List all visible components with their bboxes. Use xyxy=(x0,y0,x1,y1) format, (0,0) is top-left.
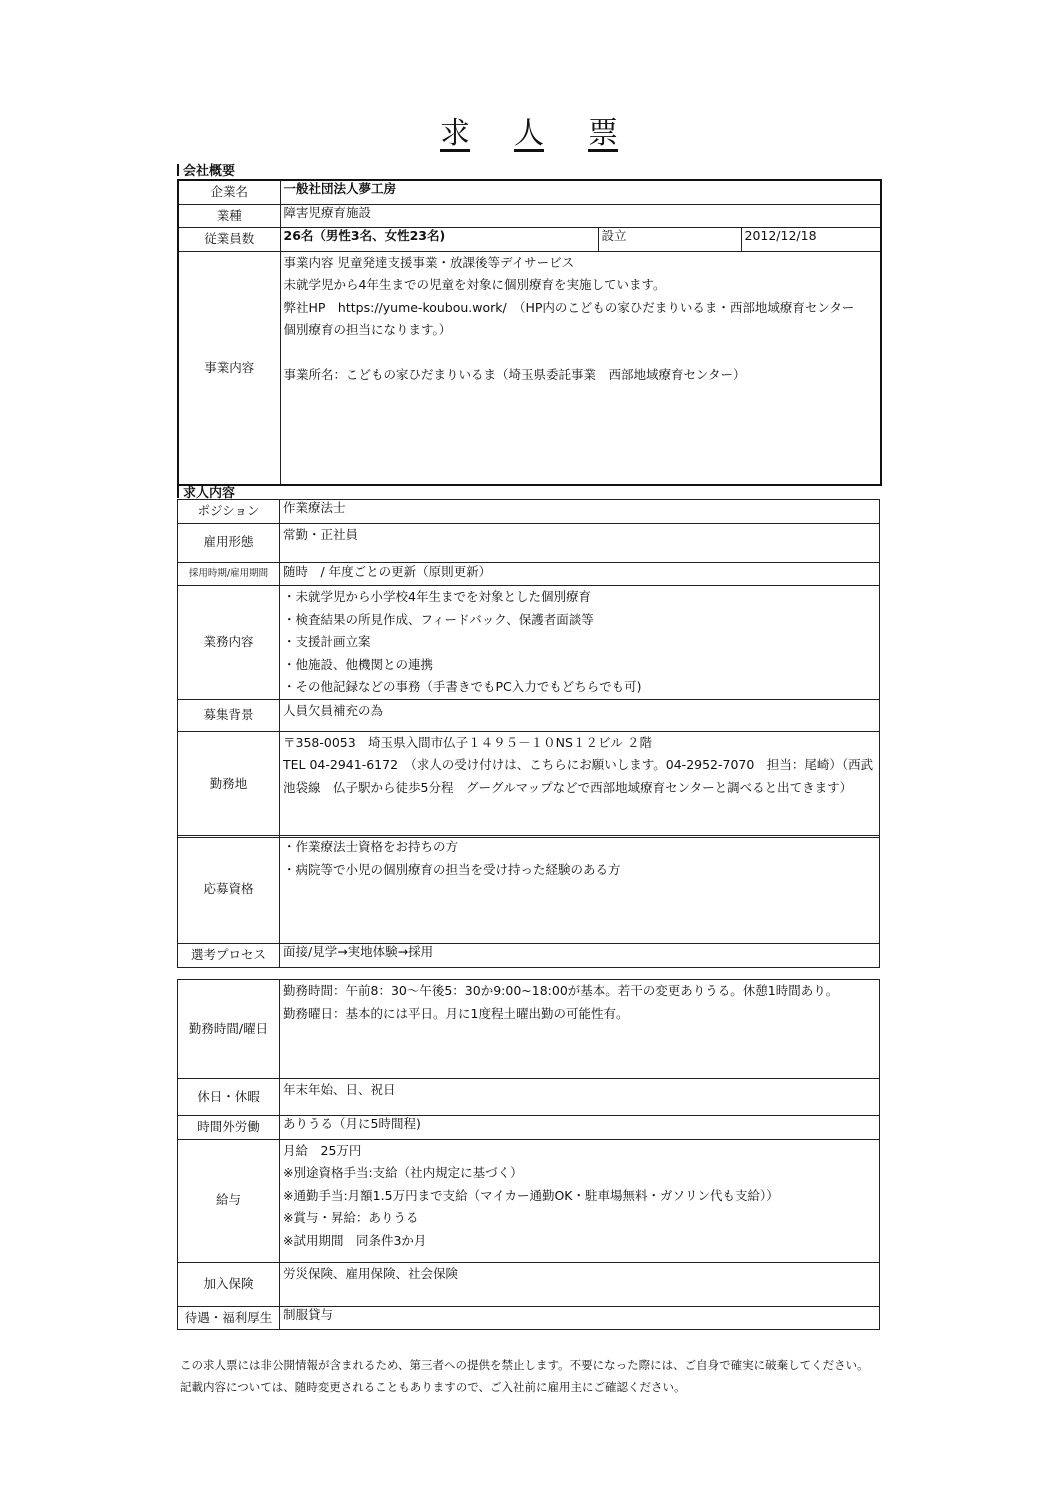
qualification-item: ・病院等で小児の個別療育の担当を受け持った経験のある方 xyxy=(283,861,621,877)
salary-label: 給与 xyxy=(178,1139,280,1262)
holidays-value: 年末年始、日、祝日 xyxy=(280,1079,880,1116)
position-label: ポジション xyxy=(178,500,280,524)
overtime-value: ありうる（月に5時間程) xyxy=(280,1116,880,1140)
hours-content xyxy=(280,980,880,1079)
industry-label: 業種 xyxy=(178,204,280,228)
section-heading-company: 会社概要 xyxy=(177,160,235,179)
page-title xyxy=(0,108,1058,152)
duty-item: ・支援計画立案 xyxy=(283,634,371,649)
company-table xyxy=(177,179,882,486)
background-label: 募集背景 xyxy=(178,699,280,731)
duties-content xyxy=(280,586,880,700)
qualification-content xyxy=(280,836,880,944)
duty-item: ・未就学児から小学校4年生までを対象とした個別療育 xyxy=(283,589,591,604)
salary-line: 月給 25万円 xyxy=(283,1142,362,1158)
business-line: 未就学児から4年生までの児童を対象に個別療育を実施しています。 xyxy=(283,277,666,292)
company-name-label: 企業名 xyxy=(178,180,280,204)
welfare-label: 待遇・福利厚生 xyxy=(178,1306,280,1330)
salary-line: ※賞与・昇給：ありうる xyxy=(283,1210,419,1225)
salary-content xyxy=(280,1139,880,1262)
employment-label: 雇用形態 xyxy=(178,523,280,562)
qualification-item: ・作業療法士資格をお持ちの方 xyxy=(283,839,459,854)
employment-value: 常勤・正社員 xyxy=(280,523,880,562)
industry-value: 障害児療育施設 xyxy=(280,204,881,228)
employees-label: 従業員数 xyxy=(178,228,280,252)
period-value: 随時 / 年度ごとの更新（原則更新） xyxy=(280,562,880,586)
job-table-3 xyxy=(177,979,880,1330)
duty-item: ・検査結果の所見作成、フィードバック、保護者面談等 xyxy=(283,611,594,627)
job-table-1 xyxy=(177,499,880,838)
duty-item: ・他施設、他機関との連携 xyxy=(283,656,434,672)
salary-line: ※試用期間 同条件3か月 xyxy=(283,1232,427,1248)
business-line: 事業所名：こどもの家ひだまりいるま（埼玉県委託事業 西部地域療育センター） xyxy=(283,367,746,382)
business-content xyxy=(280,251,881,485)
location-line: TEL 04-2941-6172 （求人の受け付けは、こちらにお願いします。04-2952-7070 担当：尾崎）（西武池袋線 仏子駅から徒歩5分程 グーグルマップなどで西部地域療育センターと調べると出てきます） xyxy=(283,757,874,795)
location-label: 勤務地 xyxy=(178,731,280,837)
section-heading-job: 求人内容 xyxy=(177,482,235,501)
holidays-label: 休日・休暇 xyxy=(178,1079,280,1116)
hours-line: 勤務時間：午前8：30～午後5：30か9:00~18:00が基本。若干の変更ありうる。休憩1時間あり。 xyxy=(283,983,839,998)
location-line: 〒358-0053 埼玉県入間市仏子１４９５－１０NS１２ビル ２階 xyxy=(283,734,652,750)
period-label: 採用時期/雇用期間 xyxy=(178,562,280,586)
company-name: 一般社団法人夢工房 xyxy=(280,180,881,204)
location-content xyxy=(280,731,880,837)
title-char: 票 xyxy=(588,116,618,151)
insurance-value: 労災保険、雇用保険、社会保険 xyxy=(280,1262,880,1306)
job-table-2 xyxy=(177,835,880,968)
process-label: 選考プロセス xyxy=(178,944,280,968)
welfare-value: 制服貸与 xyxy=(280,1306,880,1330)
position-value: 作業療法士 xyxy=(280,500,880,524)
salary-line: ※通勤手当:月額1.5万円まで支給（マイカー通勤OK・駐車場無料・ガソリン代も支給）） xyxy=(283,1187,779,1203)
established-value: 2012/12/18 xyxy=(741,228,881,252)
title-char: 人 xyxy=(514,116,544,151)
hours-line: 勤務曜日：基本的には平日。月に1度程土曜出勤の可能性有。 xyxy=(283,1005,629,1021)
business-line: 事業内容 児童発達支援事業・放課後等デイサービス xyxy=(283,254,575,270)
qualification-label: 応募資格 xyxy=(178,836,280,944)
insurance-label: 加入保険 xyxy=(178,1262,280,1306)
footer-note: この求人票には非公開情報が含まれるため、第三者への提供を禁止します。不要になった際には、ご自身で確実に破棄してください。記載内容については、随時変更されることもありますので、ご入社前に雇用主にご確認ください。 xyxy=(180,1358,869,1394)
business-label: 事業内容 xyxy=(178,251,280,485)
overtime-label: 時間外労働 xyxy=(178,1116,280,1140)
hours-label: 勤務時間/曜日 xyxy=(178,980,280,1079)
salary-line: ※別途資格手当:支給（社内規定に基づく） xyxy=(283,1165,523,1180)
employees-value: 26名（男性3名、女性23名) xyxy=(280,228,598,252)
title-char: 求 xyxy=(440,116,470,151)
process-value: 面接/見学→実地体験→採用 xyxy=(280,944,880,968)
duties-label: 業務内容 xyxy=(178,586,280,700)
duty-item: ・その他記録などの事務（手書きでもPC入力でもどちらでも可) xyxy=(283,679,642,694)
established-label: 設立 xyxy=(598,228,741,252)
business-line xyxy=(284,342,878,365)
business-line: 弊社HP https://yume-koubou.work/ （HP内のこどもの家ひだまりいるま・西部地域療育センター 個別療育の担当になります。） xyxy=(283,299,867,337)
background-value: 人員欠員補充の為 xyxy=(280,699,880,731)
